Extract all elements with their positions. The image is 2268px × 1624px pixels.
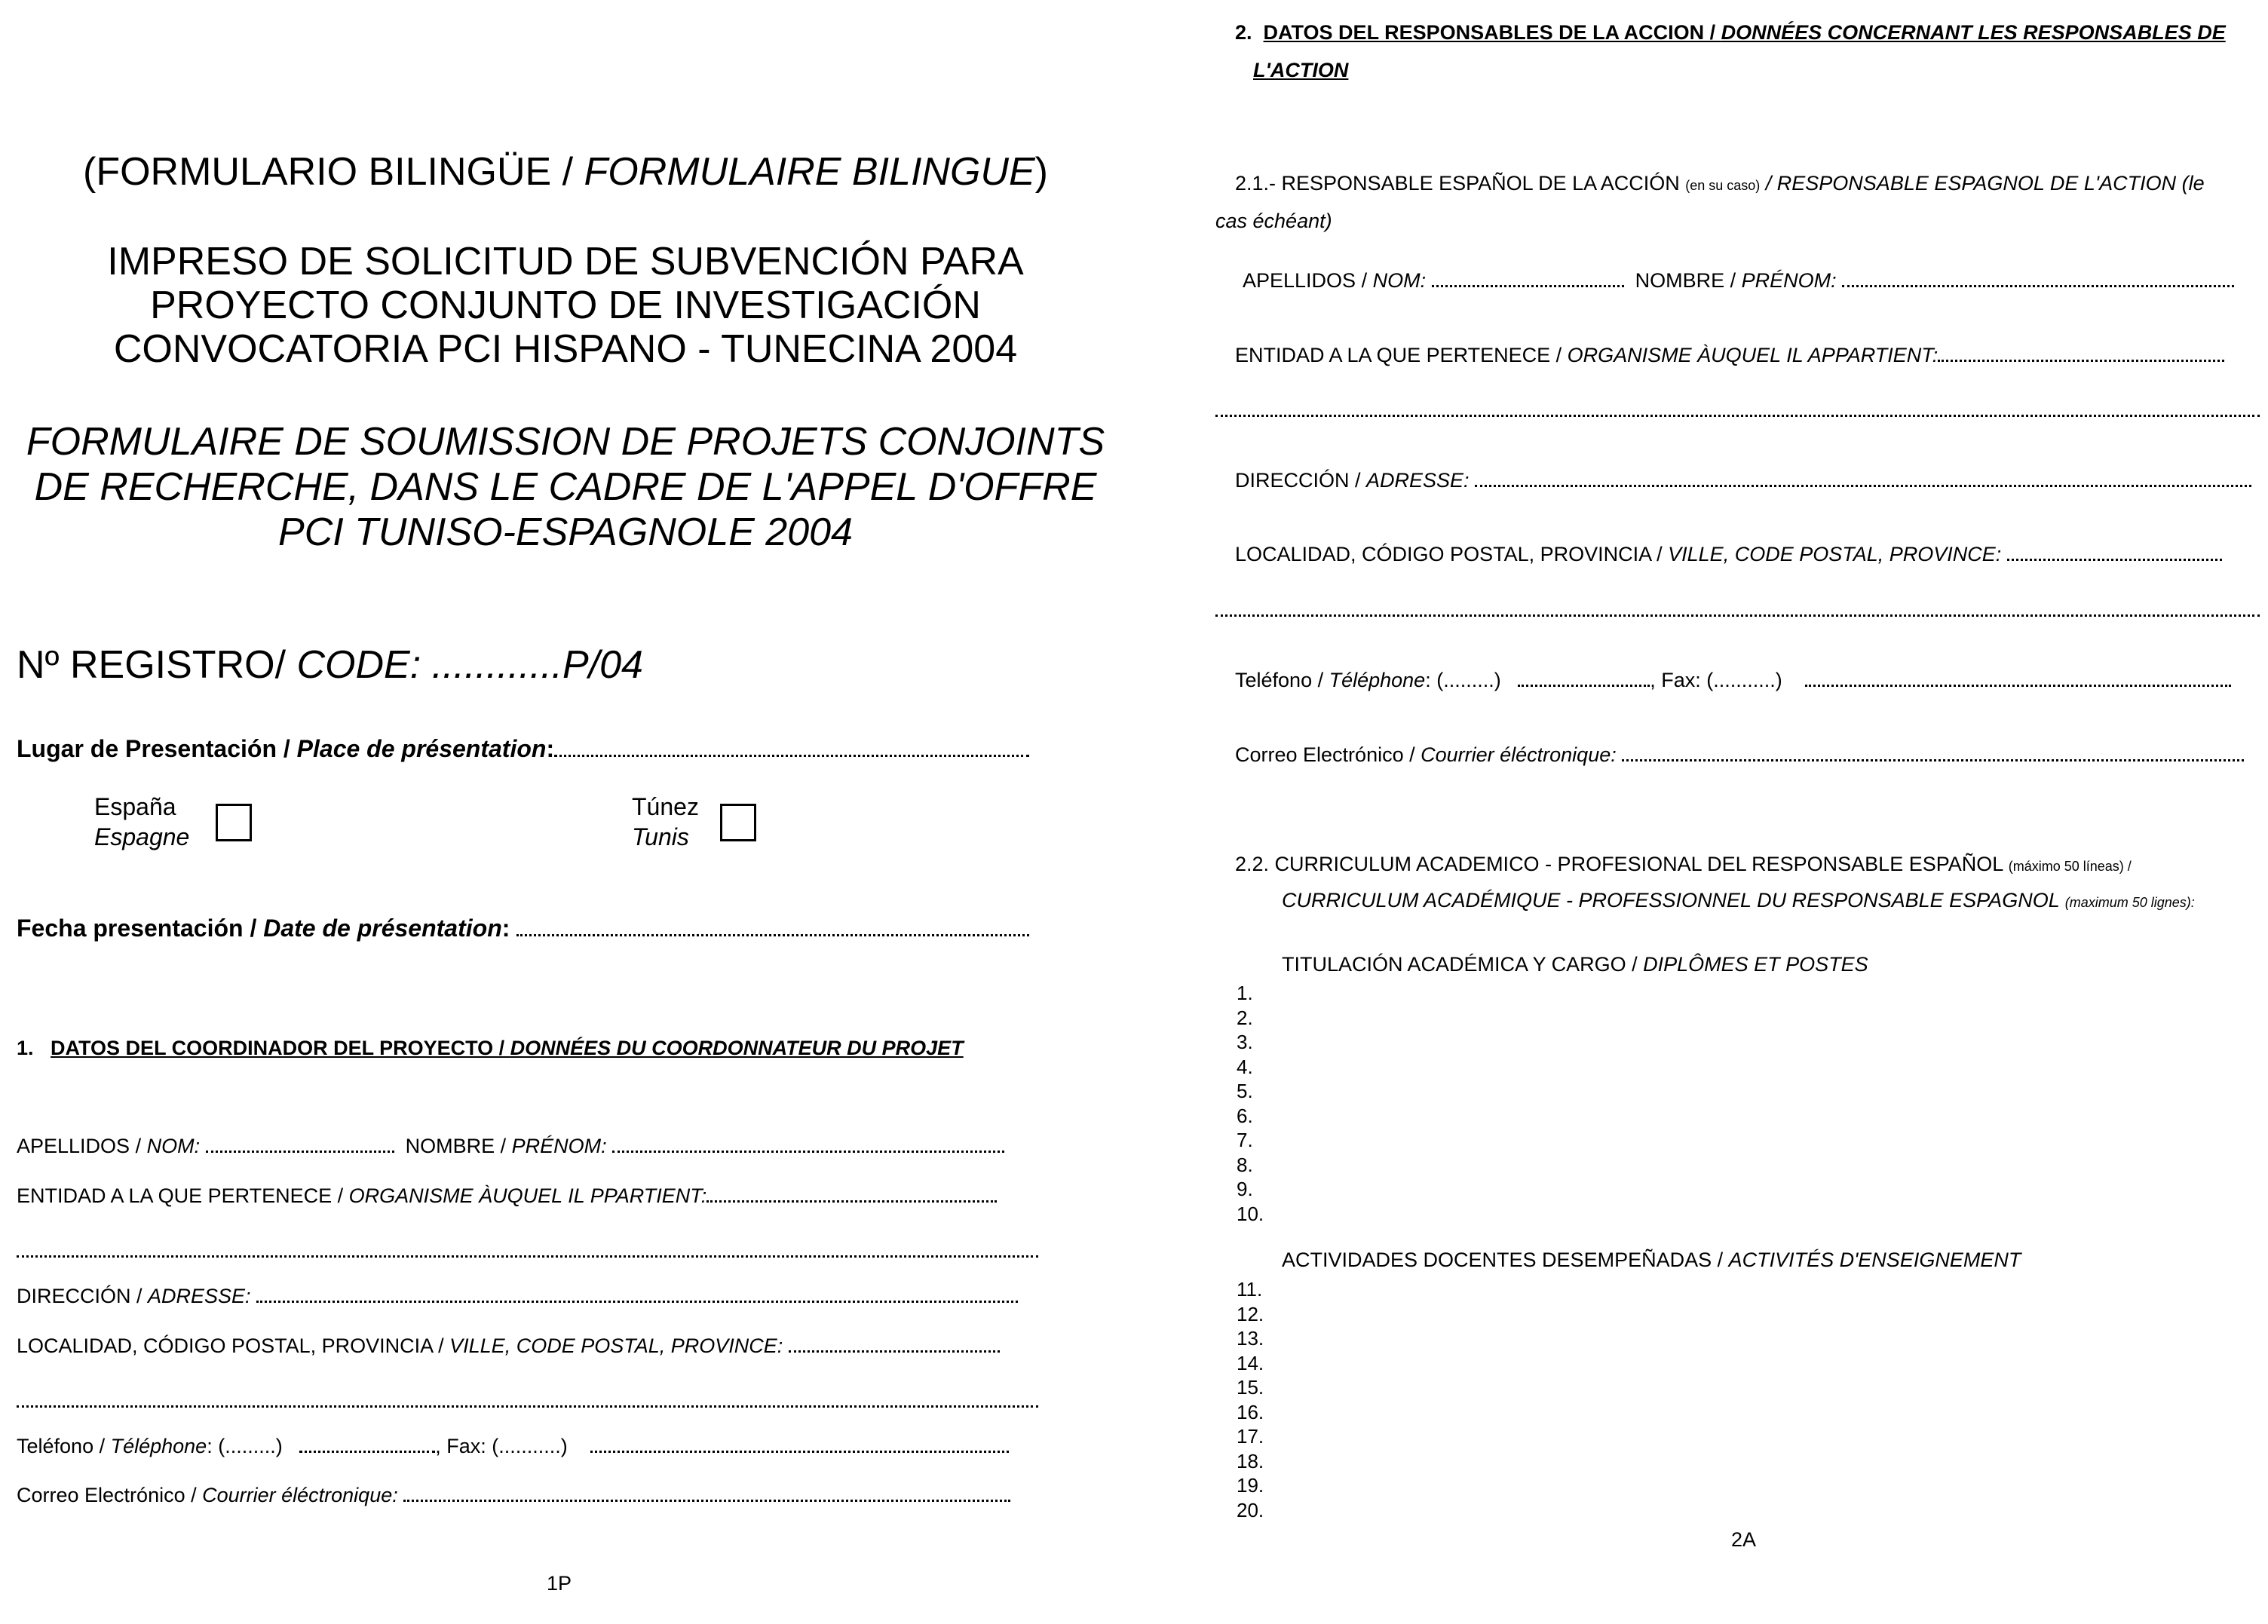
resp-localidad-continuation[interactable] <box>1215 607 2260 620</box>
fecha-field[interactable]: Fecha presentación / Date de présentation: <box>17 915 1029 942</box>
fecha-dotted-line <box>516 934 1029 936</box>
spanish-title <box>0 240 1131 371</box>
form-type-title <box>0 149 1131 195</box>
subsection-2-2-fr <box>1282 889 2195 912</box>
localidad-label: LOCALIDAD, CÓDIGO POSTAL, PROVINCIA / <box>17 1334 450 1357</box>
localidad-dotted-line-2 <box>17 1405 1038 1408</box>
french-title-line: DE RECHERCHE, DANS LE CADRE DE L'APPEL D'OFFRE <box>34 465 1097 509</box>
prenom-label: PRÉNOM: <box>1741 269 1837 292</box>
localidad-dotted-line <box>789 1350 1000 1353</box>
titulacion-es: TITULACIÓN ACADÉMICA Y CARGO / <box>1282 953 1644 976</box>
subsection-2-1-fr: / RESPONSABLE ESPAGNOL DE L'ACTION (le <box>1760 172 2205 195</box>
direccion-dotted-line <box>256 1301 1018 1303</box>
list-number: 18. <box>1237 1449 1264 1472</box>
registro-code <box>17 642 643 688</box>
section-2-title-es: DATOS DEL RESPONSABLES DE LA ACCION / <box>1263 21 1721 44</box>
subsection-2-1-es: 2.1.- RESPONSABLE ESPAÑOL DE LA ACCIÓN <box>1235 172 1686 195</box>
entidad-label: ENTIDAD A LA QUE PERTENECE / <box>1235 344 1568 366</box>
localidad-dotted-line <box>2007 559 2222 561</box>
telephone-label: Téléphone <box>110 1435 207 1457</box>
list-number: 12. <box>1237 1302 1264 1325</box>
section-1-title-es: DATOS DEL COORDINADOR DEL PROYECTO / <box>51 1037 510 1059</box>
subsection-2-2-note: (máximo 50 líneas) / <box>2008 859 2132 874</box>
entidad-label: ENTIDAD A LA QUE PERTENECE / <box>17 1184 349 1207</box>
resp-direccion-field[interactable] <box>1235 469 2251 492</box>
list-number: 2. <box>1237 1006 1253 1029</box>
lugar-label-es: Lugar de Presentación / <box>17 735 297 762</box>
espana-option <box>94 792 189 852</box>
subsection-2-1-note: (en su caso) <box>1685 178 1761 193</box>
list-number: 8. <box>1237 1153 1253 1176</box>
form-type-es: (FORMULARIO BILINGÜE / <box>83 150 584 194</box>
list-number: 3. <box>1237 1031 1253 1053</box>
telefono-dotted-line <box>299 1451 435 1453</box>
coord-localidad-continuation[interactable] <box>17 1398 1038 1411</box>
spanish-title-line: CONVOCATORIA PCI HISPANO - TUNECINA 2004 <box>113 327 1018 371</box>
correo-dotted-line <box>403 1500 1010 1502</box>
nom-label: NOM: <box>146 1135 201 1157</box>
subsection-2-1-heading <box>1235 172 2205 195</box>
french-title-line: PCI TUNISO-ESPAGNOLE 2004 <box>278 510 853 554</box>
titulacion-fr: DIPLÔMES ET POSTES <box>1643 953 1868 976</box>
adresse-label: ADRESSE: <box>1366 469 1470 492</box>
direccion-dotted-line <box>1475 485 2251 487</box>
list-number: 17. <box>1237 1425 1264 1448</box>
courrier-label: Courrier éléctronique: <box>1421 743 1617 766</box>
direccion-label: DIRECCIÓN / <box>17 1285 149 1307</box>
form-type-paren: ) <box>1034 150 1048 194</box>
telephone-label: Téléphone <box>1329 669 1426 691</box>
tunez-label: Túnez <box>632 793 699 820</box>
apellidos-label: APELLIDOS / <box>1243 269 1373 292</box>
coord-correo-field[interactable] <box>17 1484 1010 1507</box>
list-number: 19. <box>1237 1474 1264 1497</box>
telefono-label: Teléfono / <box>1235 669 1329 691</box>
telefono-prefix: : (.........) <box>207 1435 283 1457</box>
list-number: 1. <box>1237 982 1253 1004</box>
page-number-2a: 2A <box>1731 1528 1757 1551</box>
section-2-title-fr-line2: L'ACTION <box>1253 59 1349 81</box>
section-2-title-fr: DONNÉES CONCERNANT LES RESPONSABLES DE <box>1721 21 2226 44</box>
list-number: 11. <box>1237 1278 1263 1301</box>
fecha-label-fr: Date de présentation <box>263 915 502 942</box>
localidad-label: LOCALIDAD, CÓDIGO POSTAL, PROVINCIA / <box>1235 543 1669 565</box>
page-number-1p: 1P <box>547 1572 572 1595</box>
entidad-dotted-line-2 <box>17 1255 1038 1258</box>
coord-direccion-field[interactable] <box>17 1285 1018 1308</box>
list-number: 9. <box>1237 1178 1253 1200</box>
list-number: 20. <box>1237 1498 1264 1521</box>
titulacion-heading <box>1282 953 1868 976</box>
correo-label: Correo Electrónico / <box>1235 743 1421 766</box>
resp-entidad-continuation[interactable] <box>1215 407 2260 421</box>
telefono-prefix: : (.........) <box>1425 669 1501 691</box>
telefono-label: Teléfono / <box>17 1435 111 1457</box>
resp-telefono-field[interactable] <box>1235 669 2231 692</box>
lugar-label-fr: Place de présentation <box>296 735 547 762</box>
form-type-fr: FORMULAIRE BILINGUE <box>584 150 1035 194</box>
prenom-dotted-line <box>612 1151 1004 1153</box>
courrier-label: Courrier éléctronique: <box>202 1484 398 1506</box>
actividades-fr: ACTIVITÉS D'ENSEIGNEMENT <box>1728 1249 2021 1271</box>
tunez-option <box>632 792 699 852</box>
subsection-2-2-heading <box>1235 853 2132 876</box>
apellidos-label: APELLIDOS / <box>17 1135 147 1157</box>
entidad-dotted-line-2 <box>1215 415 2260 417</box>
adresse-label: ADRESSE: <box>148 1285 251 1307</box>
registro-label: Nº REGISTRO/ <box>17 643 297 687</box>
espagne-label: Espagne <box>94 823 190 850</box>
resp-entidad-field[interactable] <box>1235 344 2224 367</box>
section-1-number: 1. <box>17 1037 34 1059</box>
list-number: 4. <box>1237 1055 1253 1078</box>
subsection-2-2-fr-note: (maximum 50 lignes): <box>2064 895 2195 910</box>
code-label: CODE: ............P/04 <box>296 643 643 687</box>
coord-localidad-field[interactable] <box>17 1334 1000 1358</box>
fax-dotted-line <box>590 1451 1009 1453</box>
coord-entidad-continuation[interactable] <box>17 1248 1038 1261</box>
correo-dotted-line <box>1622 759 2244 761</box>
french-title-line: FORMULAIRE DE SOUMISSION DE PROJETS CONJOINTS <box>26 420 1105 464</box>
list-number: 13. <box>1237 1327 1264 1350</box>
lugar-dotted-line <box>554 755 1029 757</box>
coord-name-field[interactable] <box>17 1135 1004 1158</box>
actividades-heading <box>1282 1249 2021 1272</box>
fax-label: , Fax: (...........) <box>435 1435 568 1457</box>
actividades-es: ACTIVIDADES DOCENTES DESEMPEÑADAS / <box>1282 1249 1729 1271</box>
coord-telefono-field[interactable] <box>17 1435 1009 1458</box>
correo-label: Correo Electrónico / <box>17 1484 203 1506</box>
nom-label: NOM: <box>1372 269 1427 292</box>
telefono-dotted-line <box>1518 685 1650 687</box>
list-number: 6. <box>1237 1104 1253 1127</box>
list-number: 5. <box>1237 1080 1253 1102</box>
nombre-label: NOMBRE / <box>405 1135 512 1157</box>
entidad-dotted-line <box>1938 360 2224 362</box>
resp-localidad-field[interactable] <box>1235 543 2222 566</box>
subsection-2-1-fr-line2: cas échéant) <box>1215 210 1332 232</box>
tunis-label: Tunis <box>632 823 689 850</box>
entidad-dotted-line <box>706 1200 997 1203</box>
prenom-dotted-line <box>1842 285 2234 287</box>
list-number: 15. <box>1237 1376 1264 1399</box>
espana-label: España <box>94 793 176 820</box>
fax-dotted-line <box>1805 685 2231 687</box>
nombre-label: NOMBRE / <box>1635 269 1742 292</box>
section-2-heading <box>1235 21 2226 44</box>
localidad-dotted-line-2 <box>1215 614 2260 617</box>
fax-label: , Fax: (...........) <box>1650 669 1782 691</box>
list-number: 16. <box>1237 1400 1264 1423</box>
ville-label: VILLE, CODE POSTAL, PROVINCE: <box>449 1334 783 1357</box>
lugar-field[interactable]: Lugar de Presentación / Place de présentation: <box>17 735 1029 763</box>
section-1-heading <box>17 1037 964 1060</box>
tunez-checkbox[interactable] <box>720 804 756 841</box>
organisme-label: ORGANISME ÀUQUEL IL PPARTIENT: <box>348 1184 707 1207</box>
section-1-title-fr: DONNÉES DU COORDONNATEUR DU PROJET <box>510 1037 964 1059</box>
spanish-title-line: IMPRESO DE SOLICITUD DE SUBVENCIÓN PARA <box>107 240 1024 283</box>
spanish-title-line: PROYECTO CONJUNTO DE INVESTIGACIÓN <box>150 283 981 327</box>
ville-label: VILLE, CODE POSTAL, PROVINCE: <box>1668 543 2002 565</box>
fecha-label-es: Fecha presentación / <box>17 915 264 942</box>
resp-name-field[interactable] <box>1243 269 2234 293</box>
list-number: 7. <box>1237 1129 1253 1151</box>
list-number: 10. <box>1237 1202 1264 1225</box>
subsection-2-2-es: 2.2. CURRICULUM ACADEMICO - PROFESIONAL DEL RESPONSABLE ESPAÑOL <box>1235 853 2009 875</box>
resp-correo-field[interactable] <box>1235 743 2244 767</box>
french-title <box>0 419 1131 555</box>
apellidos-dotted-line <box>206 1151 394 1153</box>
direccion-label: DIRECCIÓN / <box>1235 469 1367 492</box>
apellidos-dotted-line <box>1432 285 1624 287</box>
espana-checkbox[interactable] <box>216 804 252 841</box>
subsection-2-2-fr-text: CURRICULUM ACADÉMIQUE - PROFESSIONNEL DU RESPONSABLE ESPAGNOL <box>1282 889 2065 912</box>
coord-entidad-field[interactable] <box>17 1184 997 1208</box>
prenom-label: PRÉNOM: <box>511 1135 607 1157</box>
list-number: 14. <box>1237 1351 1264 1374</box>
section-2-number: 2. <box>1235 21 1252 44</box>
organisme-label: ORGANISME ÀUQUEL IL APPARTIENT: <box>1567 344 1939 366</box>
